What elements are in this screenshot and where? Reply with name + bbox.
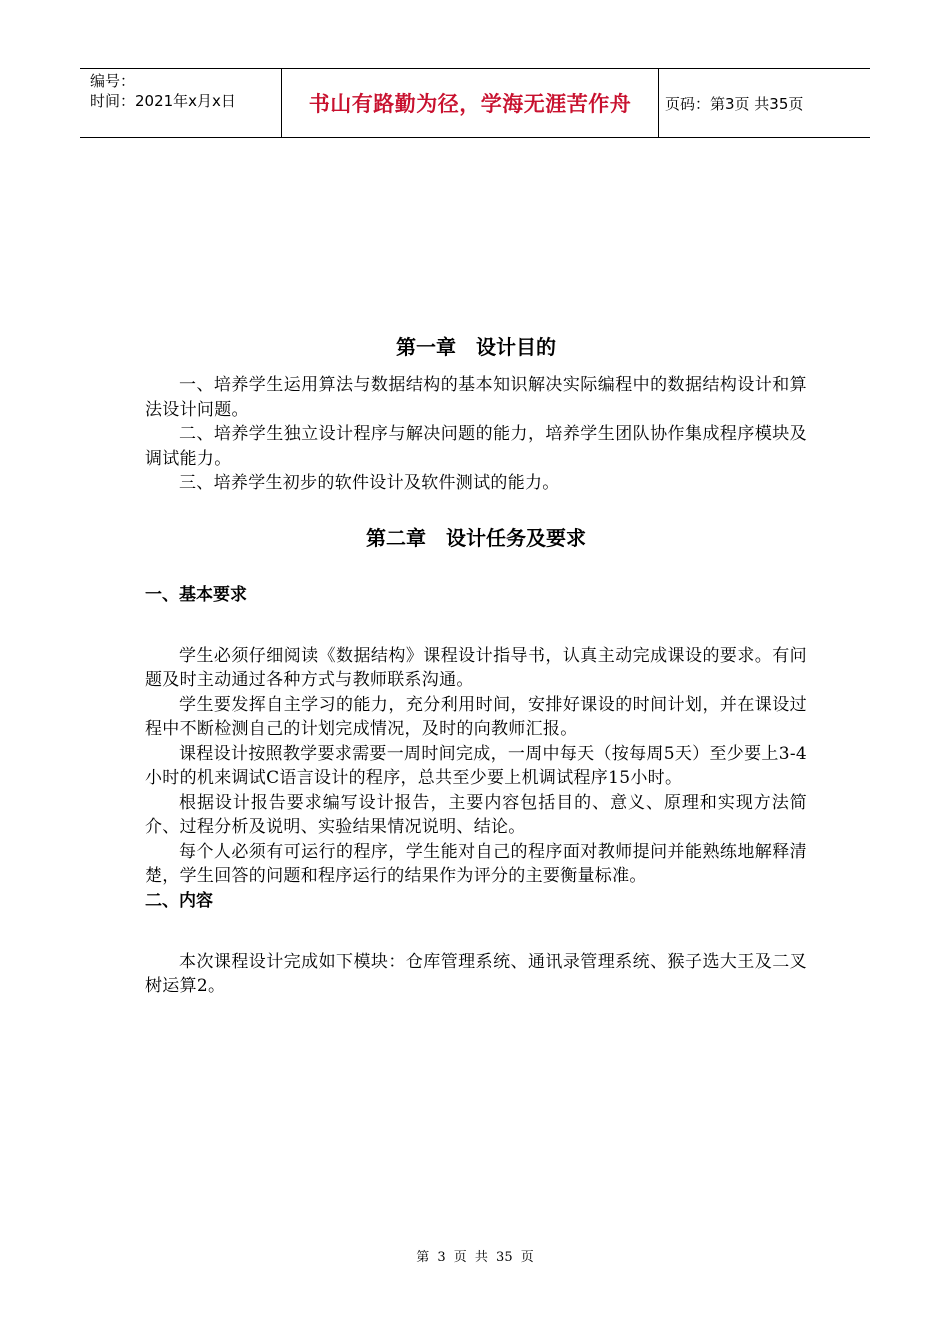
chapter1-item-1: 一、培养学生运用算法与数据结构的基本知识解决实际编程中的数据结构设计和算法设计问题。	[145, 375, 807, 420]
content-paragraph-1: 本次课程设计完成如下模块：仓库管理系统、通讯录管理系统、猴子选大王及二叉树运算2。	[145, 951, 807, 996]
requirement-paragraph-2: 学生要发挥自主学习的能力，充分利用时间，安排好课设的时间计划，并在课设过程中不断检测自己的计划完成情况，及时的向教师汇报。	[145, 694, 807, 739]
document-header	[80, 68, 870, 138]
chapter1-item-3: 三、培养学生初步的软件设计及软件测试的能力。	[179, 473, 560, 493]
section-basic-requirements-title: 一、基本要求	[145, 584, 247, 605]
chapter1-item-2: 二、培养学生独立设计程序与解决问题的能力，培养学生团队协作集成程序模块及调试能力。	[145, 424, 807, 469]
page-footer: 第 3 页 共 35 页	[416, 1250, 534, 1265]
document-number-label: 编号：	[90, 72, 136, 90]
chapter1-title: 第一章 设计目的	[396, 335, 556, 359]
requirement-paragraph-1: 学生必须仔细阅读《数据结构》课程设计指导书，认真主动完成课设的要求。有问题及时主动通过各种方式与教师联系沟通。	[145, 645, 807, 690]
chapter2-title: 第二章 设计任务及要求	[366, 525, 586, 550]
section-content-title: 二、内容	[145, 890, 213, 911]
document-time-label: 时间：2021年x月x日	[90, 92, 236, 110]
document-body	[145, 330, 807, 999]
header-page-info: 页码：第3页 共35页	[665, 94, 804, 113]
requirement-paragraph-5: 每个人必须有可运行的程序，学生能对自己的程序面对教师提问并能熟练地解释清楚，学生回答的问题和程序运行的结果作为评分的主要衡量标准。	[145, 841, 807, 886]
requirement-paragraph-4: 根据设计报告要求编写设计报告，主要内容包括目的、意义、原理和实现方法简介、过程分析及说明、实验结果情况说明、结论。	[145, 792, 807, 837]
header-meta-cell	[80, 69, 282, 137]
header-motto: 书山有路勤为径，学海无涯苦作舟	[282, 69, 659, 137]
requirement-paragraph-3: 课程设计按照教学要求需要一周时间完成，一周中每天（按每周5天）至少要上3-4小时的机来调试C语言设计的程序，总共至少要上机调试程序15小时。	[145, 743, 807, 788]
